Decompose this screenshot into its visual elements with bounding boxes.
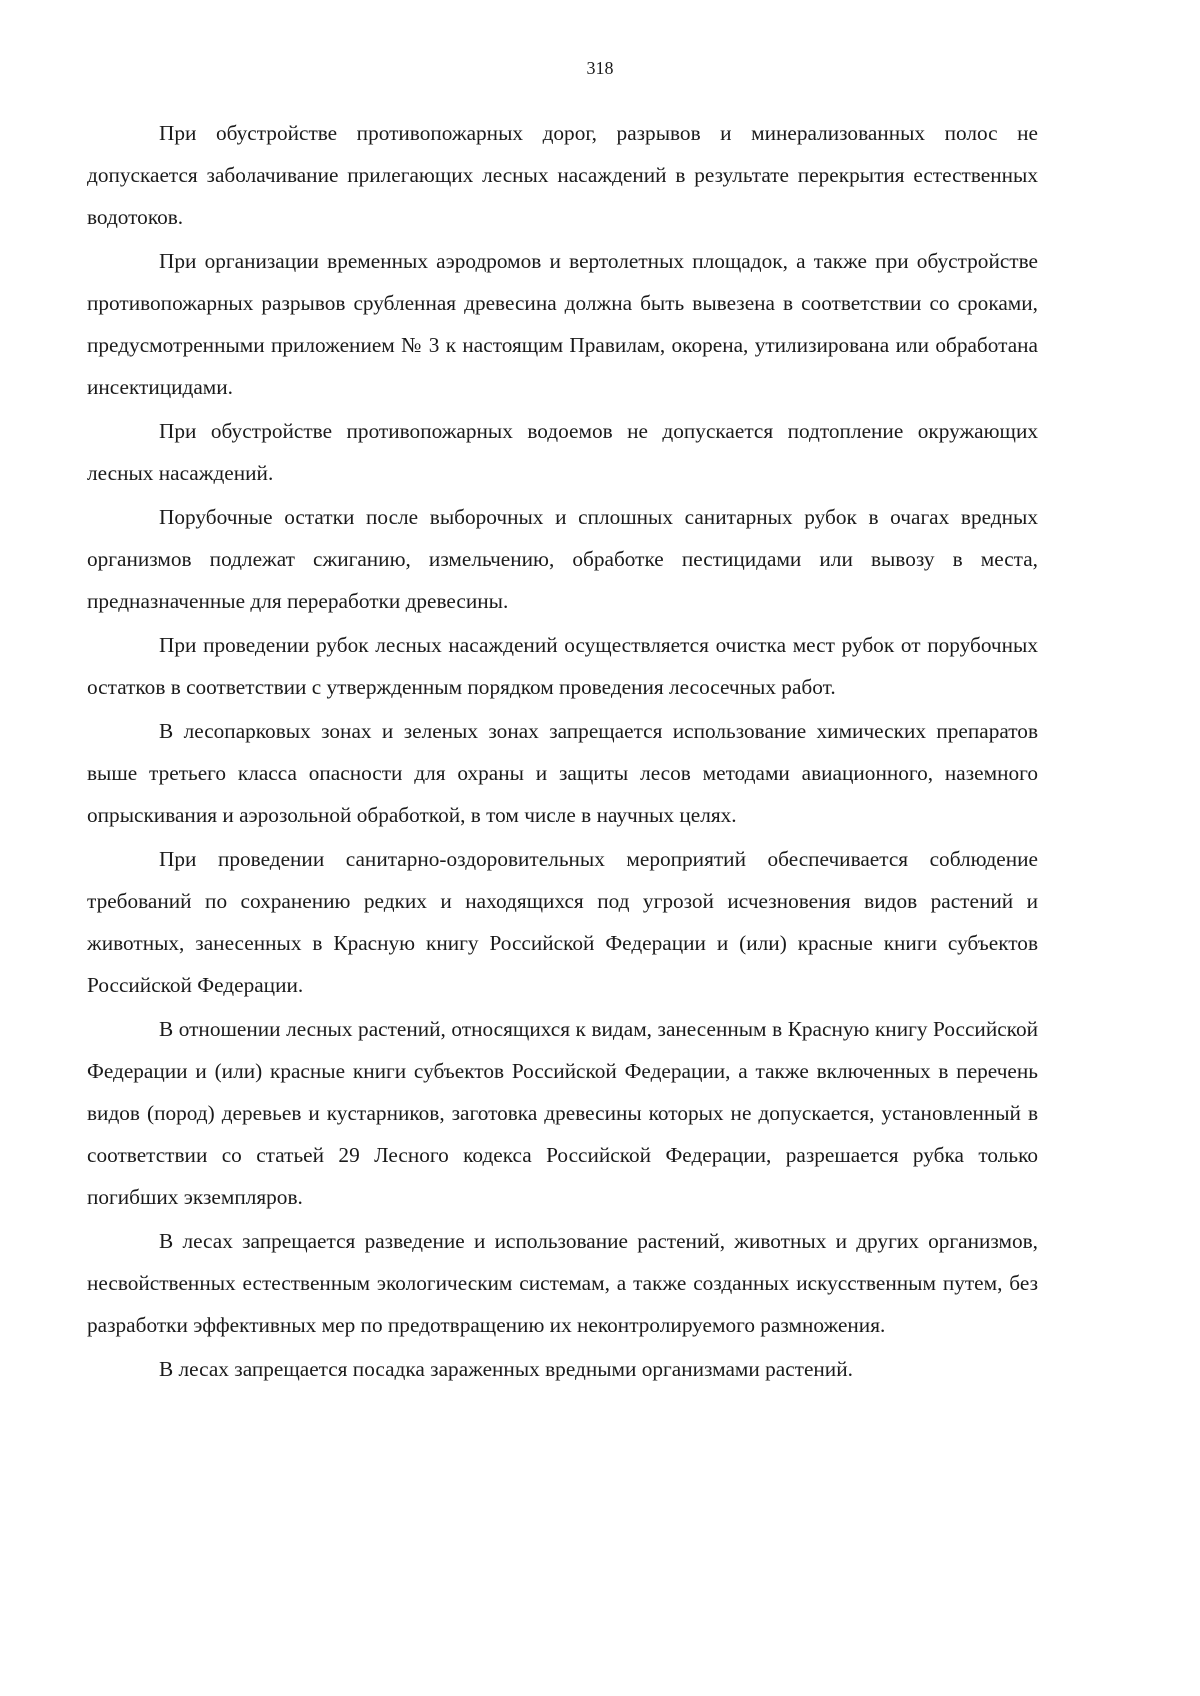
- paragraph-rare-species-protection: При проведении санитарно-оздоровительных мероприятий обеспечивается соблюдение требований по сохранению редких и находящихся под угрозой исчезновения видов растений и животных, занесенных в Красную книгу Российской Федерации и (или) красные книги субъектов Российской Федерации.: [87, 847, 1038, 997]
- document-body: [87, 112, 1038, 1392]
- paragraph-airfields-timber-removal: При организации временных аэродромов и вертолетных площадок, а также при обустройстве противопожарных разрывов срубленная древесина должна быть вывезена в соответствии со сроками, предусмотренными приложением № 3 к настоящим Правилам, окорена, утилизирована или обработана инсектицидами.: [87, 249, 1038, 399]
- paragraph-felling-site-clearing: При проведении рубок лесных насаждений осуществляется очистка мест рубок от порубочных остатков в соответствии с утвержденным порядком проведения лесосечных работ.: [87, 633, 1038, 699]
- paragraph-fire-ponds-flooding: При обустройстве противопожарных водоемов не допускается подтопление окружающих лесных насаждений.: [87, 419, 1038, 485]
- paragraph-fire-roads-waterlogging: При обустройстве противопожарных дорог, разрывов и минерализованных полос не допускается заболачивание прилегающих лесных насаждений в результате перекрытия естественных водотоков.: [87, 121, 1038, 229]
- paragraph-invasive-organisms-ban: В лесах запрещается разведение и использование растений, животных и других организмов, несвойственных естественным экологическим системам, а также созданных искусственным путем, без разработки эффективных мер по предотвращению их неконтролируемого размножения.: [87, 1229, 1038, 1337]
- page-number: 318: [586, 58, 614, 78]
- paragraph-chemical-use-ban: В лесопарковых зонах и зеленых зонах запрещается использование химических препаратов выше третьего класса опасности для охраны и защиты лесов методами авиационного, наземного опрыскивания и аэрозольной обработкой, в том числе в научных целях.: [87, 719, 1038, 827]
- paragraph-infected-planting-ban: В лесах запрещается посадка зараженных вредными организмами растений.: [159, 1357, 853, 1381]
- paragraph-logging-residues: Порубочные остатки после выборочных и сплошных санитарных рубок в очагах вредных организмов подлежат сжиганию, измельчению, обработке пестицидами или вывозу в места, предназначенные для переработки древесины.: [87, 505, 1038, 613]
- paragraph-red-book-plants-felling: В отношении лесных растений, относящихся к видам, занесенным в Красную книгу Российской Федерации и (или) красные книги субъектов Российской Федерации, а также включенных в перечень видов (пород) деревьев и кустарников, заготовка древесины которых не допускается, установленный в соответствии со статьей 29 Лесного кодекса Российской Федерации, разрешается рубка только погибших экземпляров.: [87, 1017, 1038, 1209]
